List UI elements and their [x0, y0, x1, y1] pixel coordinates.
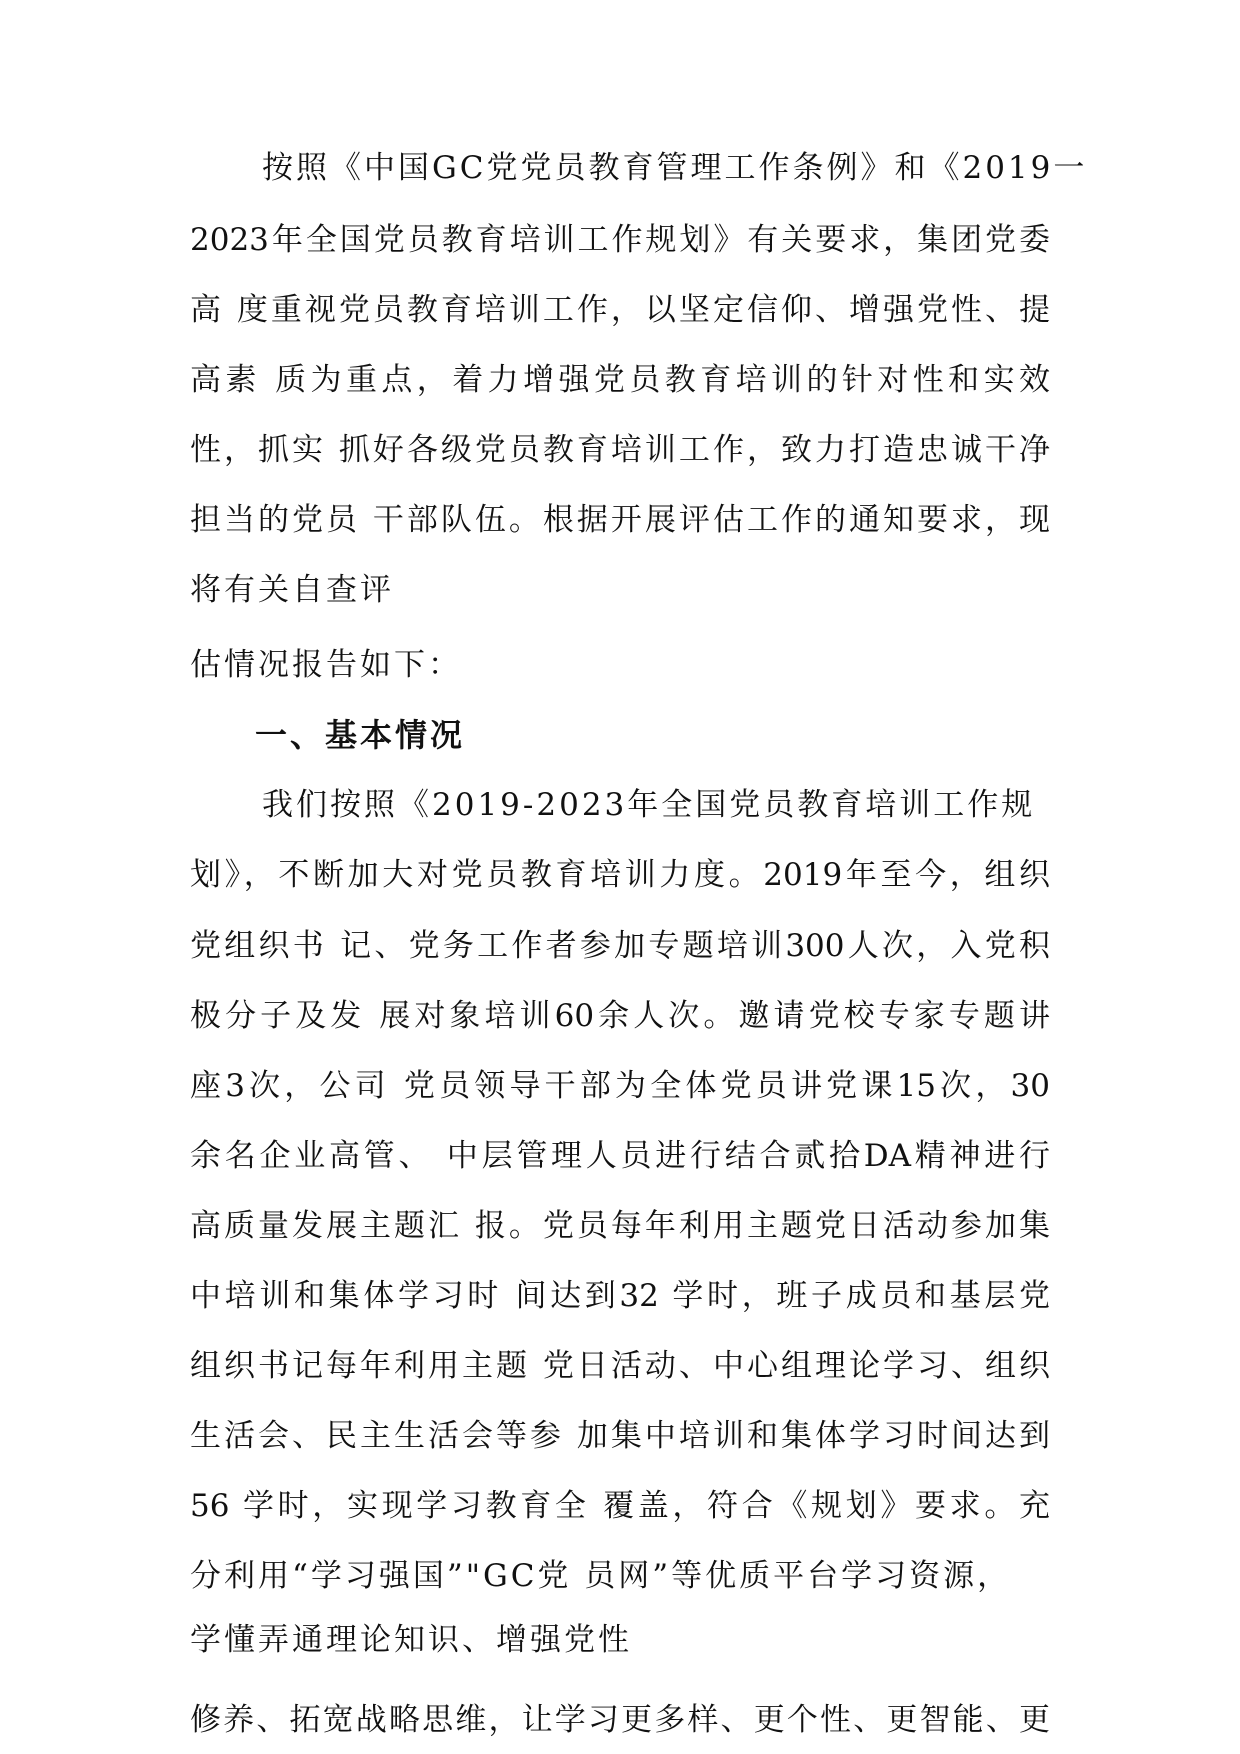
paragraph-line: 生活会、民主生活会等参 加集中培训和集体学习时间达到: [190, 1418, 1050, 1454]
paragraph-line: 极分子及发 展对象培训60余人次。邀请党校专家专题讲: [190, 998, 1050, 1034]
paragraph-line: 2023年全国党员教育培训工作规划》有关要求，集团党委: [190, 222, 1050, 258]
paragraph-line: 划》，不断加大对党员教育培训力度。2019年至今，组织: [190, 857, 1050, 893]
paragraph-line: 担当的党员 干部队伍。根据开展评估工作的通知要求，现: [190, 502, 1050, 538]
paragraph-line: 高质量发展主题汇 报。党员每年利用主题党日活动参加集: [190, 1208, 1050, 1244]
paragraph-line: 分利用“学习强国”"GC党 员网”等优质平台学习资源，: [190, 1558, 1012, 1594]
paragraph-line: 修养、拓宽战略思维，让学习更多样、更个性、更智能、更: [190, 1702, 1050, 1738]
paragraph-line: 党组织书 记、党务工作者参加专题培训300人次，入党积: [190, 928, 1050, 964]
paragraph-line: 按照《中国GC党党员教育管理工作条例》和《2019一: [262, 150, 1088, 186]
paragraph-line: 中培训和集体学习时 间达到32 学时，班子成员和基层党: [190, 1278, 1050, 1314]
paragraph-line: 56 学时，实现学习教育全 覆盖，符合《规划》要求。充: [190, 1488, 1050, 1524]
paragraph-line: 估情况报告如下：: [190, 647, 462, 683]
paragraph-line: 高 度重视党员教育培训工作，以坚定信仰、增强党性、提: [190, 292, 1050, 328]
paragraph-line: 学懂弄通理论知识、增强党性: [190, 1622, 632, 1658]
paragraph-line: 性，抓实 抓好各级党员教育培训工作，致力打造忠诚干净: [190, 432, 1050, 468]
paragraph-line: 余名企业高管、 中层管理人员进行结合贰拾DA精神进行: [190, 1138, 1050, 1174]
paragraph-line: 我们按照《2019-2023年全国党员教育培训工作规: [262, 787, 1036, 823]
section-heading: 一、基本情况: [255, 716, 466, 754]
paragraph-line: 座3次，公司 党员领导干部为全体党员讲党课15次，30: [190, 1068, 1050, 1104]
paragraph-line: 将有关自查评: [190, 572, 394, 608]
paragraph-line: 组织书记每年利用主题 党日活动、中心组理论学习、组织: [190, 1348, 1050, 1384]
paragraph-line: 高素 质为重点，着力增强党员教育培训的针对性和实效: [190, 362, 1050, 398]
